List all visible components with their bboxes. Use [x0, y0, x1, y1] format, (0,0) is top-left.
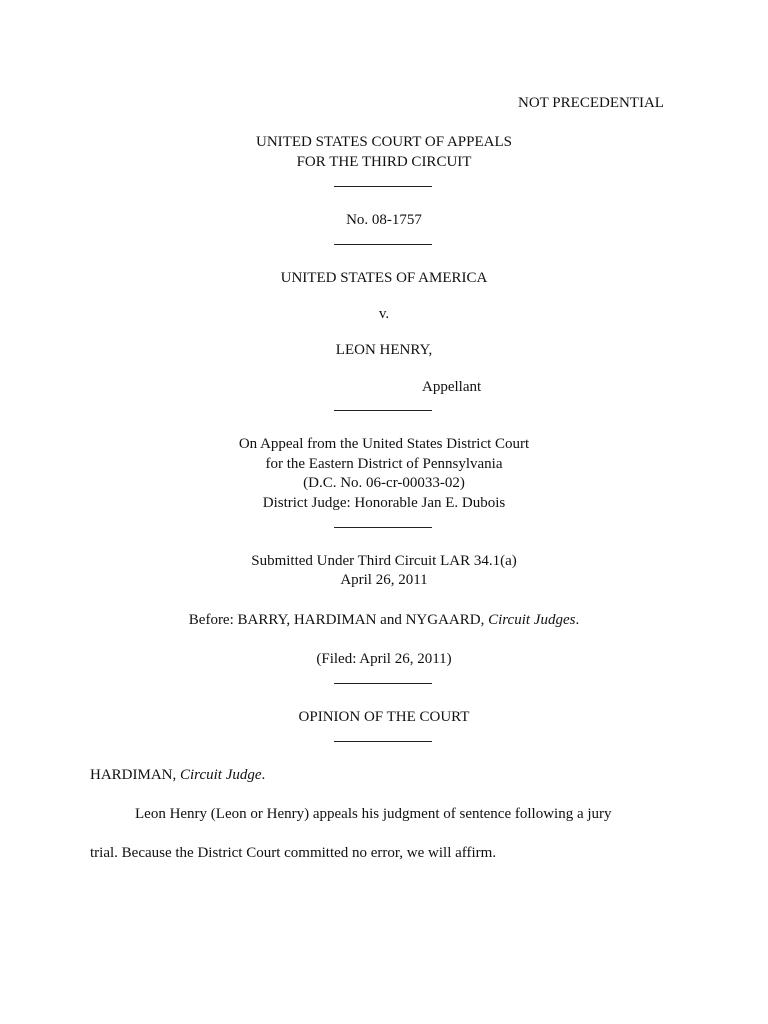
- versus-label: v.: [378, 306, 390, 322]
- author-suffix: .: [261, 767, 266, 783]
- divider: [334, 741, 432, 742]
- author-title: Circuit Judge: [180, 767, 262, 783]
- defendant-role: Appellant: [422, 379, 482, 395]
- divider: [334, 186, 432, 187]
- panel-judges: [0, 610, 768, 630]
- plaintiff-name: UNITED STATES OF AMERICA: [280, 270, 488, 286]
- case-number: No. 08-1757: [346, 212, 422, 228]
- filed-date: (Filed: April 26, 2011): [316, 651, 452, 667]
- defendant-name: LEON HENRY,: [335, 342, 433, 358]
- submission-rule: Submitted Under Third Circuit LAR 34.1(a): [251, 553, 517, 569]
- precedential-status: NOT PRECEDENTIAL: [518, 95, 664, 111]
- district-judge: District Judge: Honorable Jan E. Dubois: [262, 495, 506, 511]
- divider: [334, 527, 432, 528]
- panel-judges-title: Circuit Judges: [488, 612, 576, 628]
- district-case-number: (D.C. No. 06-cr-00033-02): [303, 475, 465, 491]
- opinion-heading: OPINION OF THE COURT: [298, 709, 470, 725]
- appeal-origin-line1: On Appeal from the United States District Court: [238, 436, 530, 452]
- court-name-line1: UNITED STATES COURT OF APPEALS: [256, 134, 512, 150]
- panel-judges-suffix: .: [575, 612, 580, 628]
- submission-date: April 26, 2011: [340, 572, 428, 588]
- divider: [334, 244, 432, 245]
- divider: [334, 410, 432, 411]
- author-name: HARDIMAN,: [90, 767, 180, 783]
- opinion-author: [90, 765, 265, 785]
- panel-judges-names: Before: BARRY, HARDIMAN and NYGAARD,: [188, 612, 489, 628]
- divider: [334, 683, 432, 684]
- court-name-line2: FOR THE THIRD CIRCUIT: [296, 154, 472, 170]
- body-text-line2: trial. Because the District Court committed no error, we will affirm.: [90, 845, 497, 861]
- appeal-origin-line2: for the Eastern District of Pennsylvania: [265, 456, 503, 472]
- body-text-line1: Leon Henry (Leon or Henry) appeals his judgment of sentence following a jury: [135, 806, 612, 822]
